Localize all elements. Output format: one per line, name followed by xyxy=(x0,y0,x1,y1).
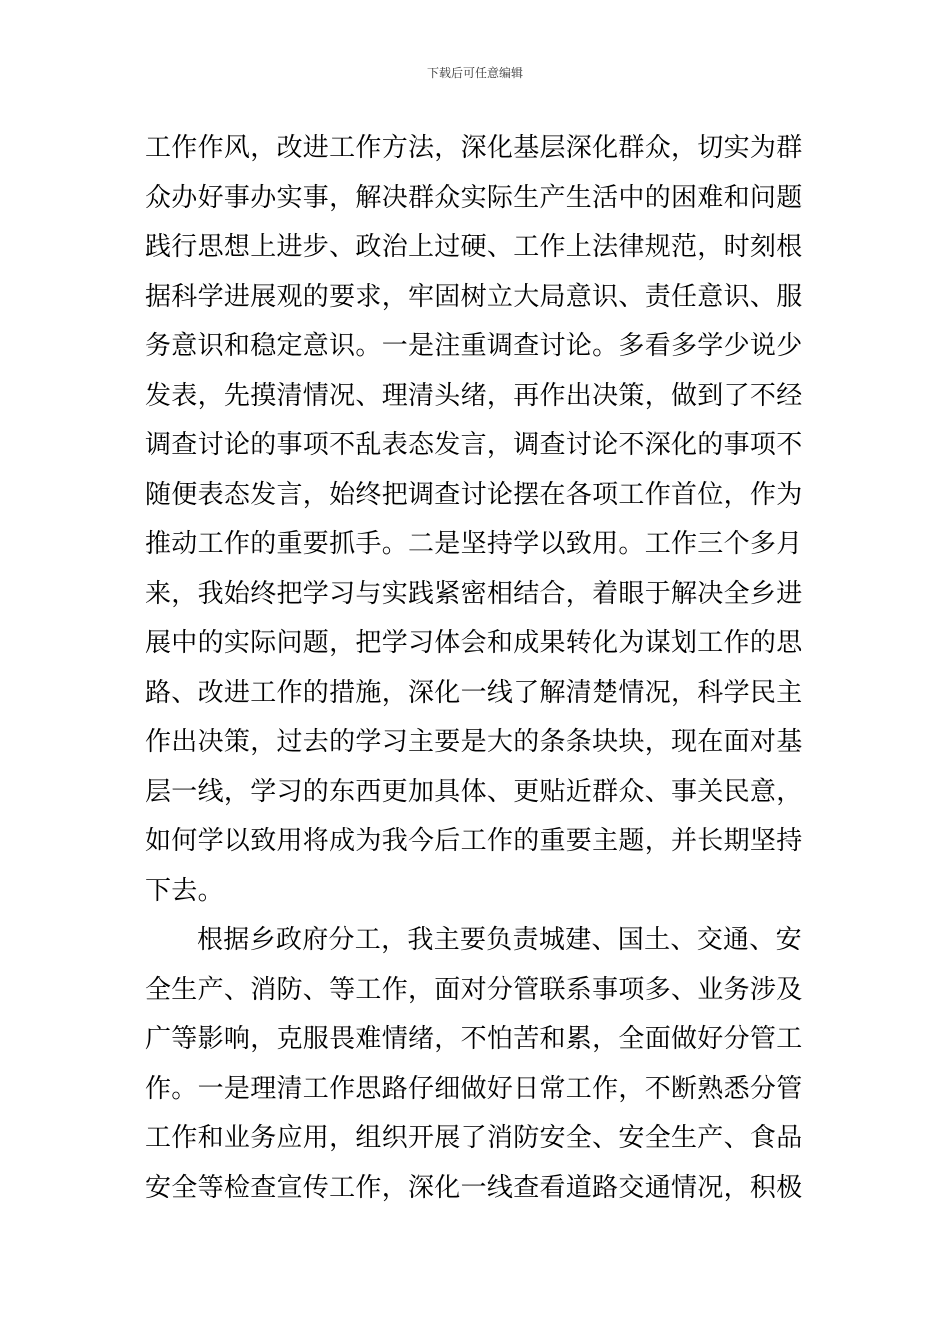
text-line: 践行思想上进步、政治上过硬、工作上法律规范，时刻根 xyxy=(145,232,803,262)
text-line: 工作作风，改进工作方法，深化基层深化群众，切实为群 xyxy=(145,133,803,163)
document-body xyxy=(145,124,810,1213)
text-line: 安全等检查宣传工作，深化一线查看道路交通情况，积极 xyxy=(145,1172,803,1203)
text-line: 层一线，学习的东西更加具体、更贴近群众、事关民意， xyxy=(145,776,803,807)
text-line: 工作和业务应用，组织开展了消防安全、安全生产、食品 xyxy=(145,1123,803,1153)
text-line: 发表，先摸清情况、理清头绪，再作出决策，做到了不经 xyxy=(145,380,803,411)
text-line: 路、改进工作的措施，深化一线了解清楚情况，科学民主 xyxy=(145,677,803,708)
text-line: 推动工作的重要抓手。二是坚持学以致用。工作三个多月 xyxy=(145,529,803,559)
text-line: 调查讨论的事项不乱表态发言，调查讨论不深化的事项不 xyxy=(145,430,803,460)
text-line: 广等影响，克服畏难情绪，不怕苦和累，全面做好分管工 xyxy=(145,1024,803,1054)
text-line: 作出决策，过去的学习主要是大的条条块块，现在面对基 xyxy=(145,727,803,757)
text-line: 如何学以致用将成为我今后工作的重要主题，并长期坚持 xyxy=(145,826,803,856)
text-line: 务意识和稳定意识。一是注重调查讨论。多看多学少说少 xyxy=(145,331,803,361)
text-line: 据科学进展观的要求，牢固树立大局意识、责任意识、服 xyxy=(145,281,803,312)
text-line: 来，我始终把学习与实践紧密相结合，着眼于解决全乡进 xyxy=(145,578,803,609)
text-line-indented: 根据乡政府分工，我主要负责城建、国土、交通、安 xyxy=(197,925,802,955)
text-line: 随便表态发言，始终把调查讨论摆在各项工作首位，作为 xyxy=(145,479,803,510)
paragraph-2 xyxy=(145,916,810,1213)
text-line: 众办好事办实事，解决群众实际生产生活中的困难和问题 xyxy=(145,182,803,213)
page-header xyxy=(0,64,950,82)
text-line: 下去。 xyxy=(145,875,224,906)
paragraph-1 xyxy=(145,124,810,916)
header-text: 下载后可任意编辑 xyxy=(426,66,523,80)
text-line: 作。一是理清工作思路仔细做好日常工作，不断熟悉分管 xyxy=(145,1073,803,1104)
text-line: 展中的实际问题，把学习体会和成果转化为谋划工作的思 xyxy=(145,628,803,658)
text-line: 全生产、消防、等工作，面对分管联系事项多、业务涉及 xyxy=(145,974,803,1005)
